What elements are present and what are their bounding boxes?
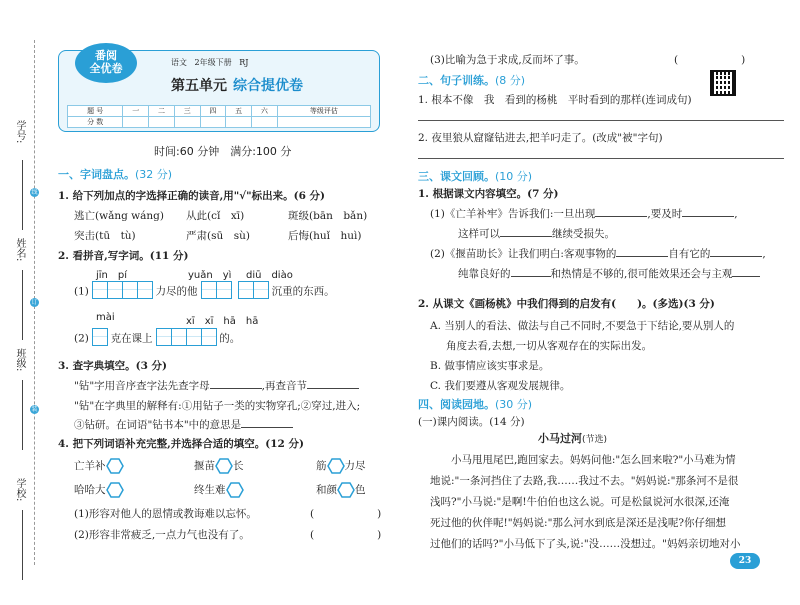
answer-paren[interactable]: ( ) [310,529,382,541]
s3-text: (2)《揠苗助长》让我们明白:客观事物的 [430,248,617,260]
q4-sentence-2 [74,527,250,542]
section-title-text: 四、阅读园地。 [418,398,495,411]
student-id-field[interactable] [22,160,23,230]
q3-line-1 [74,378,359,393]
idiom-item [316,482,366,498]
section-score: (10 分) [495,170,533,183]
table-cell: 四 [200,106,226,117]
table-cell: 题 号 [68,106,123,117]
answer-blank[interactable] [511,267,551,277]
qr-code-icon [710,70,736,96]
q1-option[interactable]: 逃亡(wǎng wáng) [74,210,164,222]
logo-line-2: 全优卷 [89,62,123,75]
logo-line-1: 番阅 [95,49,117,62]
passage-line: 地说:"一条河挡住了去路,我……我过不去。"妈妈说:"那条河不是很 [430,475,739,487]
section-score: (30 分) [495,398,533,411]
q1-option[interactable]: 严肃(sū sù) [186,230,250,242]
section-title-text: 一、字词盘点。 [58,168,135,181]
section-3-title [418,168,532,184]
score-cell[interactable] [226,117,252,128]
choice-b[interactable]: B. 做事情应该实事求是。 [430,360,550,372]
answer-blank[interactable] [307,379,359,389]
s2-question-2: 2. 夜里狼从窟窿钻进去,把羊叼走了。(改成"被"字句) [418,132,663,144]
section-title-text: 三、课文回顾。 [418,170,495,183]
s3-line: (2)《揠苗助长》让我们明白:客观事物的 自有它的 , [430,248,766,260]
binding-dot: 线 [31,189,38,196]
hexagon-blank[interactable] [337,482,355,498]
binding-margin [0,0,48,605]
brand-logo [75,43,137,83]
school-label: 学校: [14,478,25,502]
answer-blank[interactable] [500,227,552,237]
s3-line [458,266,760,281]
pinyin-prompt: yuǎn yì [188,270,232,281]
q1-option[interactable]: 从此(cǐ xī) [186,210,245,222]
s4-subsection: (一)课内阅读。(14 分) [418,416,525,428]
answer-blank[interactable] [241,418,293,428]
passage-note: (节选) [582,435,608,445]
score-table-row [68,117,371,128]
idiom-item [194,458,244,474]
table-cell: 六 [252,106,278,117]
s3-text: 纯靠良好的 [458,268,511,280]
q1-option[interactable]: 斑级(bān bǎn) [288,210,368,222]
hexagon-blank[interactable] [327,458,345,474]
q2-index: (1) [74,285,89,298]
time-score-line: 时间:60 分钟 满分:100 分 [154,145,292,158]
writing-grid[interactable] [156,328,216,349]
hexagon-blank[interactable] [215,458,233,474]
name-label: 姓名: [14,238,25,262]
unit-title [171,75,303,95]
idiom-text: 亡羊补 [74,460,106,472]
q3-text: "钻"字用音序查字法先查字母 [74,380,210,392]
idiom-text: 长 [233,460,244,472]
s2-question-1: 1. 根本不像 我 看到的杨桃 平时看到的那样(连词成句) [418,94,692,106]
table-cell: 三 [174,106,200,117]
q2-text: 克在课上 [110,332,153,345]
left-page [58,0,388,605]
school-field[interactable] [22,510,23,580]
binding-dot: 订 [31,299,38,306]
s3-text: 自有它的 [668,248,711,260]
choice-a[interactable]: A. 当别人的看法、做法与自己不同时,不要急于下结论,要从别人的 [430,320,735,332]
name-field[interactable] [22,270,23,340]
page-number: 23 [730,553,760,569]
grade: 2年级下册 [194,58,232,67]
question-3: 3. 查字典填空。(3 分) [58,360,168,372]
subject-info [171,57,253,68]
edition: RJ [239,58,249,67]
s3-line: (1)《亡羊补牢》告诉我们:一旦出现 ,要及时 , [430,208,738,220]
q3-text: ,再查音节 [261,380,308,392]
q2-line-2 [74,328,240,349]
s3-text: ,要及时 [647,208,683,220]
answer-blank[interactable] [682,207,734,217]
writing-grid[interactable] [238,281,268,302]
s3-question-2: 2. 从课文《画杨桃》中我们得到的启发有( )。(多选)(3 分) [418,298,715,310]
question-2: 2. 看拼音,写字词。(11 分) [58,250,189,262]
score-cell[interactable] [200,117,226,128]
choice-a-continued: 角度去看,去想,一切从客观存在的实际出发。 [446,340,653,352]
s3-text: 继续受损失。 [552,228,615,240]
pinyin-prompt: jīn pí [96,270,128,281]
table-cell: 分 数 [68,117,123,128]
passage-title [538,430,607,446]
score-cell[interactable] [252,117,278,128]
idiom-item [74,458,124,474]
q3-text: ③钻研。在词语"钻书本"中的意思是 [74,419,242,431]
q4-sentence-3: (3)比喻为急于求成,反而坏了事。 [430,54,585,66]
q4-sentence-1 [74,506,257,521]
writing-grid[interactable] [92,328,107,349]
pinyin-prompt: mài [96,312,115,323]
answer-blank[interactable] [732,267,760,277]
class-field[interactable] [22,380,23,450]
score-table-header-row [68,106,371,117]
table-cell: 等级评估 [277,106,370,117]
answer-blank[interactable] [210,379,262,389]
section-2-title [418,72,525,88]
idiom-item [194,482,244,498]
q2-index: (2) [74,332,89,345]
right-page [418,0,790,605]
question-4: 4. 把下列词语补充完整,并选择合适的填空。(12 分) [58,438,304,450]
section-title-text: 二、句子训练。 [418,74,495,87]
choice-c[interactable]: C. 我们要遵从客观发展规律。 [430,380,571,392]
section-score: (32 分) [135,168,173,181]
pinyin-prompt: diū diào [246,270,293,281]
q2-text: 沉重的东西。 [271,285,335,298]
passage-line: 死过他的伙伴呢!"妈妈说:"那么河水到底是深还是浅呢?你仔细想 [430,517,727,529]
s3-question-1: 1. 根据课文内容填空。(7 分) [418,188,559,200]
pinyin-prompt: xī xī hā hā [186,316,259,327]
hexagon-blank[interactable] [226,482,244,498]
s3-text: 和热情是不够的,很可能效果还会与主观 [550,268,733,280]
student-id-label: 学号: [14,120,25,144]
s3-line [458,226,615,241]
score-cell[interactable] [149,117,175,128]
score-cell[interactable] [123,117,149,128]
s3-text: 这样可以 [458,228,500,240]
idiom-text: 和颜 [316,484,337,496]
table-cell: 二 [149,106,175,117]
unit-title-main: 第五单元 [171,78,227,94]
q1-option[interactable]: 后悔(huǐ huì) [288,230,362,242]
idiom-text: 揠苗 [194,460,215,472]
answer-blank[interactable] [595,207,647,217]
q4-text: (1)形容对他人的恩情或教诲难以忘怀。 [74,508,257,520]
q2-text: 力尽的他 [155,285,198,298]
idiom-text: 筋 [316,460,327,472]
idiom-text: 色 [355,484,366,496]
q2-text: 的。 [219,332,241,345]
idiom-item [74,482,124,498]
hexagon-blank[interactable] [106,482,124,498]
answer-paren[interactable]: ( ) [310,508,382,520]
q3-line-3 [74,417,293,432]
idiom-text: 终生难 [194,484,226,496]
idiom-text: 力尽 [344,460,366,472]
section-4-title [418,396,532,412]
question-1: 1. 给下列加点的字选择正确的读音,用"√"标出来。(6 分) [58,190,326,202]
answer-line[interactable] [418,158,784,159]
score-table [67,105,371,128]
table-cell: 五 [226,106,252,117]
binding-dot: 装 [31,406,38,413]
section-score: (8 分) [495,74,526,87]
passage-line: 小马甩甩尾巴,跑回家去。妈妈问他:"怎么回来啦?"小马难为情 [451,454,736,466]
hexagon-blank[interactable] [106,458,124,474]
score-cell[interactable] [277,117,370,128]
section-1-title [58,166,172,182]
unit-title-sub: 综合提优卷 [233,78,303,94]
q3-line-2: "钻"在字典里的解释有:①用钻子一类的实物穿孔;②穿过,进入; [74,400,361,412]
idiom-text: 哈哈大 [74,484,106,496]
passage-line: 浅吗?"小马说:"是啊!牛伯伯也这么说。可是松鼠说河水很深,还淹 [430,496,730,508]
idiom-item [316,458,366,474]
answer-blank[interactable] [710,247,762,257]
writing-grid[interactable] [92,281,152,302]
q4-text: (2)形容非常疲乏,一点力气也没有了。 [74,529,250,541]
table-cell: 一 [123,106,149,117]
passage-line: 过他们的话吗?"小马低下了头,说:"没……没想过。"妈妈亲切地对小 [430,538,741,550]
q2-line-1 [74,281,335,302]
answer-paren[interactable]: ( ) [674,54,746,66]
passage-title-text: 小马过河 [538,432,582,445]
score-cell[interactable] [174,117,200,128]
exam-header [58,50,380,132]
writing-grid[interactable] [201,281,231,302]
subject: 语文 [171,58,187,67]
answer-line[interactable] [418,120,784,121]
q1-option[interactable]: 突击(tū tù) [74,230,136,242]
class-label: 班级: [14,348,25,372]
s3-text: (1)《亡羊补牢》告诉我们:一旦出现 [430,208,596,220]
answer-blank[interactable] [616,247,668,257]
